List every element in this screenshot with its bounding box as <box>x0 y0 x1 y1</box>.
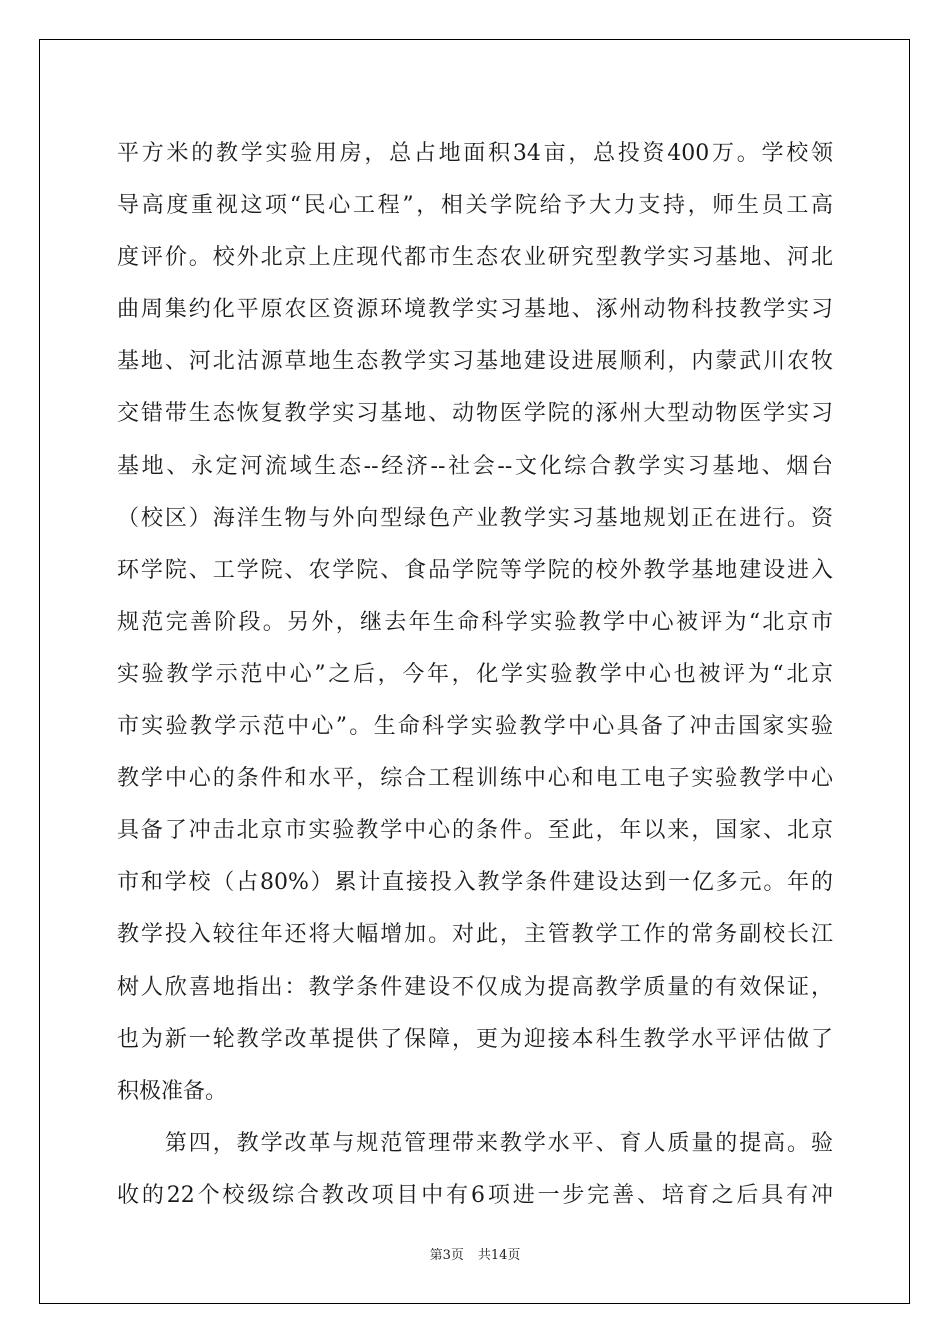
text-line: 规范完善阶段。另外，继去年生命科学实验教学中心被评为“北京市 <box>117 609 833 635</box>
text-line: 基地、永定河流域生态--经济--社会--文化综合教学实习基地、烟台 <box>117 453 833 479</box>
text-line: 环学院、工学院、农学院、食品学院等学院的校外教学基地建设进入 <box>117 557 833 583</box>
text-line: 平方米的教学实验用房，总占地面积34亩，总投资400万。学校领 <box>117 141 833 166</box>
page-footer <box>0 1244 950 1263</box>
page-number: 第3页 <box>429 1248 464 1263</box>
text-line: 基地、河北沽源草地生态教学实习基地建设进展顺利，内蒙武川农牧 <box>117 349 833 375</box>
text-line: 收的22个校级综合教改项目中有6项进一步完善、培育之后具有冲 <box>117 1182 833 1208</box>
text-line: 导高度重视这项“民心工程”，相关学院给予大力支持，师生员工高 <box>117 193 833 219</box>
text-line: （校区）海洋生物与外向型绿色产业教学实习基地规划正在进行。资 <box>117 505 833 531</box>
text-line: 也为新一轮教学改革提供了保障，更为迎接本科生教学水平评估做了 <box>117 1026 833 1052</box>
text-line: 度评价。校外北京上庄现代都市生态农业研究型教学实习基地、河北 <box>117 245 833 271</box>
text-line: 具备了冲击北京市实验教学中心的条件。至此，年以来，国家、北京 <box>117 818 833 844</box>
text-line: 市和学校（占80%）累计直接投入教学条件建设达到一亿多元。年的 <box>117 870 833 896</box>
text-line: 教学中心的条件和水平，综合工程训练中心和电工电子实验教学中心 <box>117 766 833 792</box>
text-line: 实验教学示范中心”之后，今年，化学实验教学中心也被评为“北京 <box>117 661 833 687</box>
text-line: 交错带生态恢复教学实习基地、动物医学院的涿州大型动物医学实习 <box>117 401 833 427</box>
text-line: 市实验教学示范中心”。生命科学实验教学中心具备了冲击国家实验 <box>117 714 833 740</box>
text-line: 教学投入较往年还将大幅增加。对此，主管教学工作的常务副校长江 <box>117 922 833 948</box>
text-line: 树人欣喜地指出：教学条件建设不仅成为提高教学质量的有效保证， <box>117 974 833 1000</box>
text-line: 第四，教学改革与规范管理带来教学水平、育人质量的提高。验 <box>117 1130 833 1156</box>
text-line: 积极准备。 <box>117 1078 228 1104</box>
text-line: 曲周集约化平原农区资源环境教学实习基地、涿州动物科技教学实习 <box>117 297 833 323</box>
document-body <box>117 128 833 1222</box>
page-total: 共14页 <box>477 1248 521 1263</box>
